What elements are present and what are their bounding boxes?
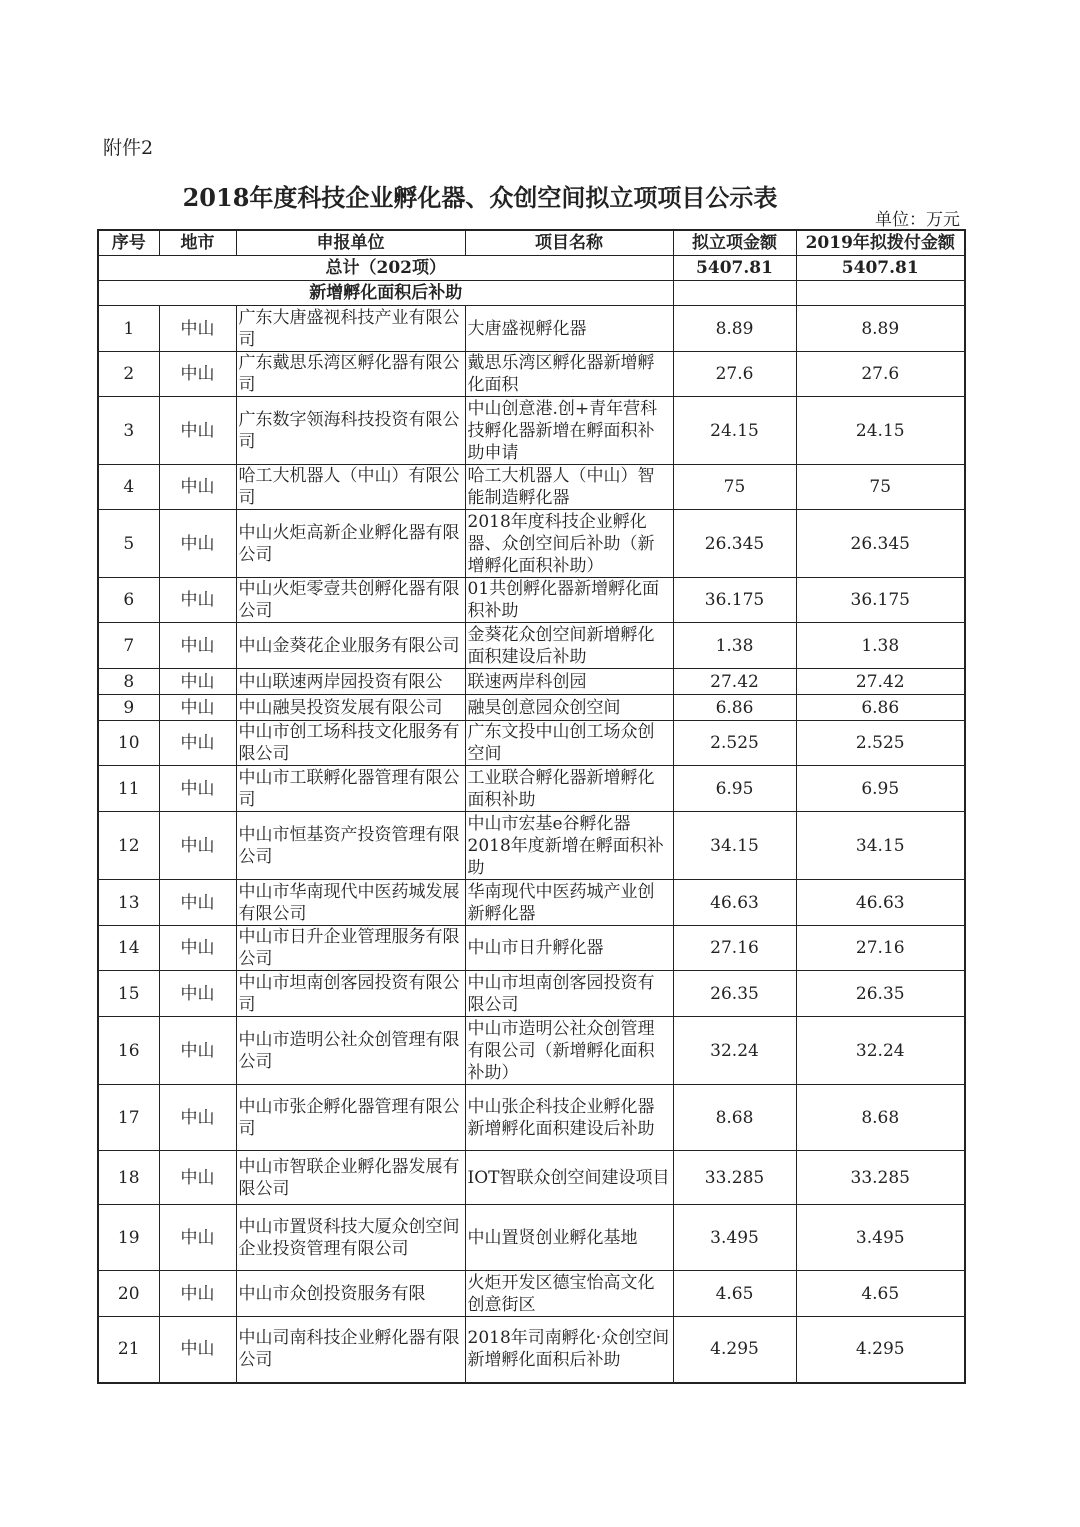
row-unit: 中山市张企孵化器管理有限公司	[236, 1085, 465, 1151]
row-amount: 3.495	[673, 1205, 796, 1271]
row-pay: 27.42	[796, 669, 965, 695]
row-project: 2018年度科技企业孵化器、众创空间后补助（新增孵化面积补助）	[465, 510, 673, 578]
row-amount: 75	[673, 465, 796, 510]
row-project: 中山市坦南创客园投资有限公司	[465, 971, 673, 1017]
table-row	[98, 721, 965, 766]
row-city: 中山	[159, 1151, 236, 1205]
row-unit: 广东大唐盛视科技产业有限公司	[236, 306, 465, 352]
row-project: 金葵花众创空间新增孵化面积建设后补助	[465, 623, 673, 669]
section-label: 新增孵化面积后补助	[98, 281, 673, 306]
row-project: 哈工大机器人（中山）智能制造孵化器	[465, 465, 673, 510]
page-title: 2018年度科技企业孵化器、众创空间拟立项项目公示表	[182, 183, 778, 212]
row-amount: 4.295	[673, 1317, 796, 1383]
row-pay: 33.285	[796, 1151, 965, 1205]
row-no: 9	[98, 695, 159, 721]
table-row	[98, 1151, 965, 1205]
row-project: IOT智联众创空间建设项目	[465, 1151, 673, 1205]
row-city: 中山	[159, 812, 236, 880]
section-empty-amount	[673, 281, 796, 306]
row-no: 6	[98, 578, 159, 623]
row-pay: 34.15	[796, 812, 965, 880]
row-unit: 中山火炬高新企业孵化器有限公司	[236, 510, 465, 578]
row-amount: 27.16	[673, 926, 796, 971]
row-pay: 46.63	[796, 880, 965, 926]
row-amount: 36.175	[673, 578, 796, 623]
row-amount: 26.345	[673, 510, 796, 578]
row-no: 17	[98, 1085, 159, 1151]
row-pay: 4.65	[796, 1271, 965, 1317]
row-amount: 1.38	[673, 623, 796, 669]
row-city: 中山	[159, 465, 236, 510]
row-pay: 6.95	[796, 766, 965, 812]
table-row	[98, 1017, 965, 1085]
row-no: 4	[98, 465, 159, 510]
row-amount: 27.42	[673, 669, 796, 695]
attachment-label: 附件2	[103, 137, 154, 159]
row-unit: 中山市创工场科技文化服务有限公司	[236, 721, 465, 766]
row-no: 7	[98, 623, 159, 669]
header-unit: 申报单位	[236, 230, 465, 256]
row-city: 中山	[159, 669, 236, 695]
row-no: 3	[98, 397, 159, 465]
row-no: 16	[98, 1017, 159, 1085]
row-unit: 中山市坦南创客园投资有限公司	[236, 971, 465, 1017]
row-city: 中山	[159, 1017, 236, 1085]
row-city: 中山	[159, 721, 236, 766]
row-city: 中山	[159, 926, 236, 971]
row-unit: 中山市置贤科技大厦众创空间企业投资管理有限公司	[236, 1205, 465, 1271]
table-row	[98, 578, 965, 623]
row-city: 中山	[159, 352, 236, 397]
row-city: 中山	[159, 971, 236, 1017]
table-row	[98, 352, 965, 397]
row-project: 工业联合孵化器新增孵化面积补助	[465, 766, 673, 812]
row-amount: 27.6	[673, 352, 796, 397]
row-city: 中山	[159, 766, 236, 812]
total-pay: 5407.81	[796, 256, 965, 281]
row-amount: 32.24	[673, 1017, 796, 1085]
row-no: 12	[98, 812, 159, 880]
row-city: 中山	[159, 1205, 236, 1271]
header-no: 序号	[98, 230, 159, 256]
row-pay: 27.16	[796, 926, 965, 971]
row-no: 10	[98, 721, 159, 766]
row-unit: 中山市恒基资产投资管理有限公司	[236, 812, 465, 880]
row-amount: 24.15	[673, 397, 796, 465]
table-row	[98, 766, 965, 812]
project-table	[97, 229, 966, 1384]
row-pay: 32.24	[796, 1017, 965, 1085]
table-row	[98, 695, 965, 721]
row-unit: 广东戴思乐湾区孵化器有限公司	[236, 352, 465, 397]
row-amount: 4.65	[673, 1271, 796, 1317]
row-city: 中山	[159, 397, 236, 465]
row-unit: 中山市众创投资服务有限	[236, 1271, 465, 1317]
table-row	[98, 306, 965, 352]
row-project: 01共创孵化器新增孵化面积补助	[465, 578, 673, 623]
row-city: 中山	[159, 695, 236, 721]
row-pay: 1.38	[796, 623, 965, 669]
unit-label: 单位：万元	[875, 210, 960, 230]
row-pay: 27.6	[796, 352, 965, 397]
row-unit: 中山市造明公社众创管理有限公司	[236, 1017, 465, 1085]
row-pay: 3.495	[796, 1205, 965, 1271]
row-amount: 46.63	[673, 880, 796, 926]
table-header-row	[98, 230, 965, 256]
row-amount: 6.95	[673, 766, 796, 812]
table-row	[98, 669, 965, 695]
row-project: 戴思乐湾区孵化器新增孵化面积	[465, 352, 673, 397]
row-project: 中山市日升孵化器	[465, 926, 673, 971]
section-row	[98, 281, 965, 306]
row-amount: 6.86	[673, 695, 796, 721]
row-no: 1	[98, 306, 159, 352]
section-empty-pay	[796, 281, 965, 306]
row-project: 大唐盛视孵化器	[465, 306, 673, 352]
header-amount: 拟立项金额	[673, 230, 796, 256]
row-amount: 8.68	[673, 1085, 796, 1151]
total-amount: 5407.81	[673, 256, 796, 281]
row-no: 8	[98, 669, 159, 695]
row-pay: 4.295	[796, 1317, 965, 1383]
row-no: 2	[98, 352, 159, 397]
row-pay: 75	[796, 465, 965, 510]
row-project: 融昊创意园众创空间	[465, 695, 673, 721]
row-pay: 8.89	[796, 306, 965, 352]
row-city: 中山	[159, 1317, 236, 1383]
row-pay: 36.175	[796, 578, 965, 623]
row-city: 中山	[159, 1271, 236, 1317]
row-no: 20	[98, 1271, 159, 1317]
table-row	[98, 1205, 965, 1271]
header-pay: 2019年拟拨付金额	[796, 230, 965, 256]
row-pay: 26.345	[796, 510, 965, 578]
row-no: 15	[98, 971, 159, 1017]
total-label: 总计（202项）	[98, 256, 673, 281]
row-no: 14	[98, 926, 159, 971]
row-project: 火炬开发区德宝怡高文化创意街区	[465, 1271, 673, 1317]
row-unit: 中山火炬零壹共创孵化器有限公司	[236, 578, 465, 623]
row-city: 中山	[159, 623, 236, 669]
row-unit: 广东数字领海科技投资有限公司	[236, 397, 465, 465]
row-unit: 中山融昊投资发展有限公司	[236, 695, 465, 721]
row-unit: 中山市工联孵化器管理有限公司	[236, 766, 465, 812]
total-row	[98, 256, 965, 281]
table-row	[98, 926, 965, 971]
row-unit: 中山联速两岸园投资有限公	[236, 669, 465, 695]
row-amount: 2.525	[673, 721, 796, 766]
row-project: 联速两岸科创园	[465, 669, 673, 695]
table-row	[98, 1317, 965, 1383]
row-no: 11	[98, 766, 159, 812]
table-row	[98, 1085, 965, 1151]
row-amount: 8.89	[673, 306, 796, 352]
row-unit: 中山市日升企业管理服务有限公司	[236, 926, 465, 971]
row-project: 中山置贤创业孵化基地	[465, 1205, 673, 1271]
table-row	[98, 623, 965, 669]
row-no: 5	[98, 510, 159, 578]
row-amount: 34.15	[673, 812, 796, 880]
row-unit: 中山市华南现代中医药城发展有限公司	[236, 880, 465, 926]
header-project: 项目名称	[465, 230, 673, 256]
header-city: 地市	[159, 230, 236, 256]
row-unit: 中山市智联企业孵化器发展有限公司	[236, 1151, 465, 1205]
table-row	[98, 880, 965, 926]
row-project: 中山市宏基e谷孵化器2018年度新增在孵面积补助	[465, 812, 673, 880]
row-city: 中山	[159, 578, 236, 623]
row-pay: 26.35	[796, 971, 965, 1017]
table-row	[98, 812, 965, 880]
row-pay: 2.525	[796, 721, 965, 766]
row-project: 中山创意港.创+青年营科技孵化器新增在孵面积补助申请	[465, 397, 673, 465]
row-city: 中山	[159, 510, 236, 578]
row-city: 中山	[159, 1085, 236, 1151]
row-unit: 哈工大机器人（中山）有限公司	[236, 465, 465, 510]
table-row	[98, 397, 965, 465]
row-no: 21	[98, 1317, 159, 1383]
row-city: 中山	[159, 880, 236, 926]
row-amount: 33.285	[673, 1151, 796, 1205]
row-no: 18	[98, 1151, 159, 1205]
table-row	[98, 465, 965, 510]
row-no: 19	[98, 1205, 159, 1271]
row-city: 中山	[159, 306, 236, 352]
row-project: 2018年司南孵化·众创空间新增孵化面积后补助	[465, 1317, 673, 1383]
row-project: 中山张企科技企业孵化器新增孵化面积建设后补助	[465, 1085, 673, 1151]
row-unit: 中山司南科技企业孵化器有限公司	[236, 1317, 465, 1383]
row-project: 广东文投中山创工场众创空间	[465, 721, 673, 766]
row-pay: 6.86	[796, 695, 965, 721]
table-row	[98, 971, 965, 1017]
row-no: 13	[98, 880, 159, 926]
row-pay: 8.68	[796, 1085, 965, 1151]
row-amount: 26.35	[673, 971, 796, 1017]
row-unit: 中山金葵花企业服务有限公司	[236, 623, 465, 669]
table-row	[98, 1271, 965, 1317]
row-pay: 24.15	[796, 397, 965, 465]
table-row	[98, 510, 965, 578]
row-project: 华南现代中医药城产业创新孵化器	[465, 880, 673, 926]
row-project: 中山市造明公社众创管理有限公司（新增孵化面积补助）	[465, 1017, 673, 1085]
